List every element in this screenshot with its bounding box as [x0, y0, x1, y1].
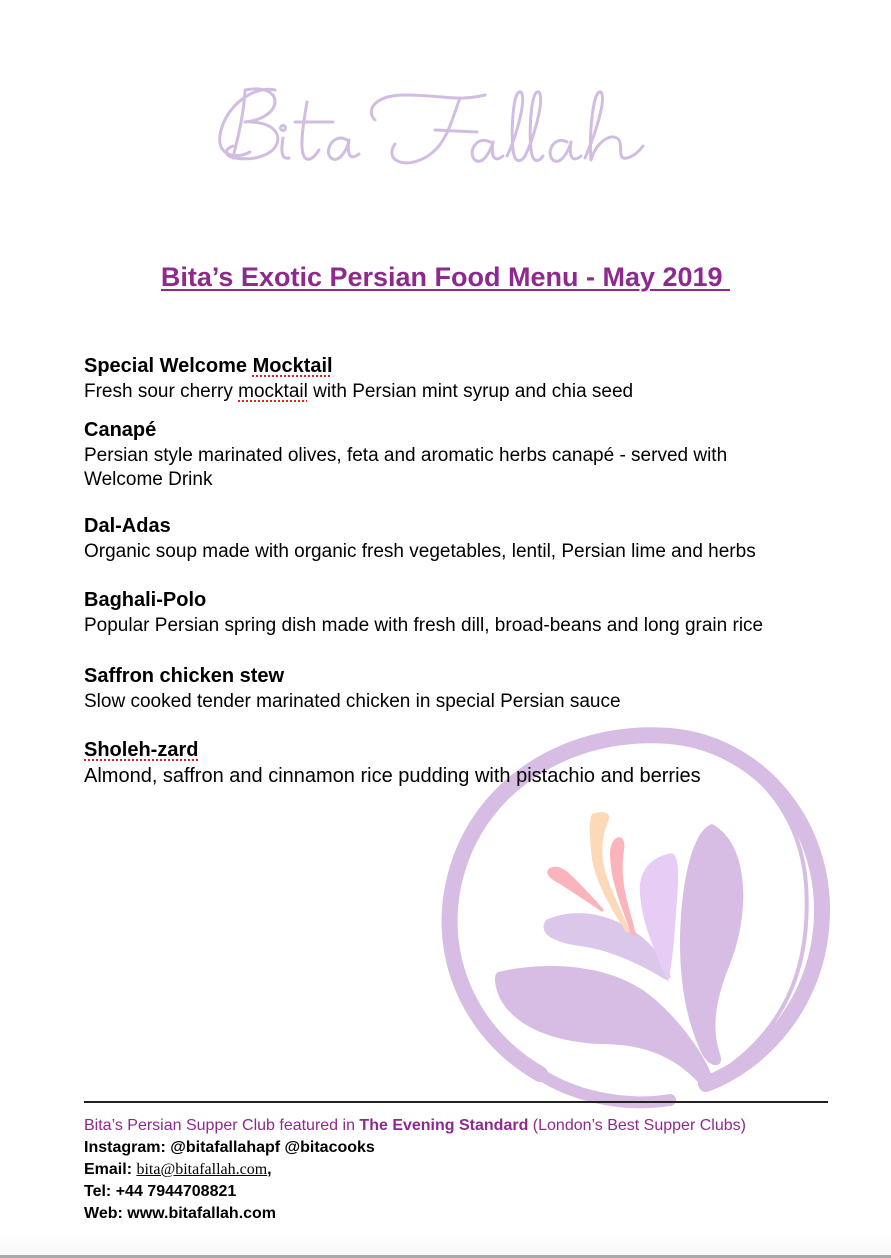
item-name: Baghali-Polo — [84, 589, 207, 611]
menu-item-saffron-chicken-stew — [84, 664, 844, 714]
menu-item-canape — [84, 418, 844, 492]
bita-fallah-logo — [215, 80, 685, 180]
web-line: Web: www.bitafallah.com — [84, 1205, 277, 1222]
email-line: Email: bita@bitafallah.com, — [84, 1161, 272, 1178]
item-name: Dal-Adas — [84, 515, 171, 537]
spellcheck-flagged-word[interactable]: mocktail — [238, 381, 308, 402]
item-name: Special Welcome Mocktail — [84, 355, 333, 377]
page-bottom-edge — [0, 1232, 891, 1256]
footer-divider — [84, 1101, 828, 1103]
spellcheck-flagged-word[interactable]: Sholeh-zard — [84, 739, 199, 761]
instagram-line: Instagram: @bitafallahapf @bitacooks — [84, 1139, 375, 1156]
item-description: Fresh sour cherry mocktail with Persian mint syrup and chia seed — [84, 381, 634, 402]
press-feature-line: Bita’s Persian Supper Club featured in The Evening Standard (London’s Best Supper Clubs) — [84, 1117, 746, 1134]
item-description: Almond, saffron and cinnamon rice pudding with pistachio and berries — [84, 765, 701, 787]
menu-item-sholeh-zard — [84, 738, 844, 788]
menu-item-welcome-mocktail — [84, 354, 844, 404]
item-name — [84, 738, 844, 762]
item-name: Canapé — [84, 419, 157, 441]
item-description: Slow cooked tender marinated chicken in special Persian sauce — [84, 691, 621, 712]
spellcheck-flagged-word[interactable]: Mocktail — [252, 355, 333, 377]
email-link[interactable]: bita@bitafallah.com — [136, 1161, 268, 1178]
footer — [84, 1115, 844, 1225]
phone-number: +44 7944708821 — [115, 1183, 237, 1200]
menu-item-dal-adas — [84, 514, 844, 564]
item-name: Saffron chicken stew — [84, 665, 285, 687]
large-right-leaf — [680, 824, 743, 1065]
tel-line: Tel: +44 7944708821 — [84, 1183, 237, 1200]
pink-stamen-left — [547, 867, 604, 912]
item-description: Persian style marinated olives, feta and aromatic herbs canapé - served with Welcome Drink — [84, 445, 728, 490]
item-description: Popular Persian spring dish made with fresh dill, broad-beans and long grain rice — [84, 615, 764, 636]
item-description: Organic soup made with organic fresh vegetables, lentil, Persian lime and herbs — [84, 541, 756, 562]
menu-title: Bita’s Exotic Persian Food Menu - May 2019 — [160, 262, 731, 292]
website-url: www.bitafallah.com — [127, 1205, 277, 1222]
instagram-handles: @bitafallahapf @bitacooks — [170, 1139, 375, 1156]
menu-item-baghali-polo — [84, 588, 844, 638]
